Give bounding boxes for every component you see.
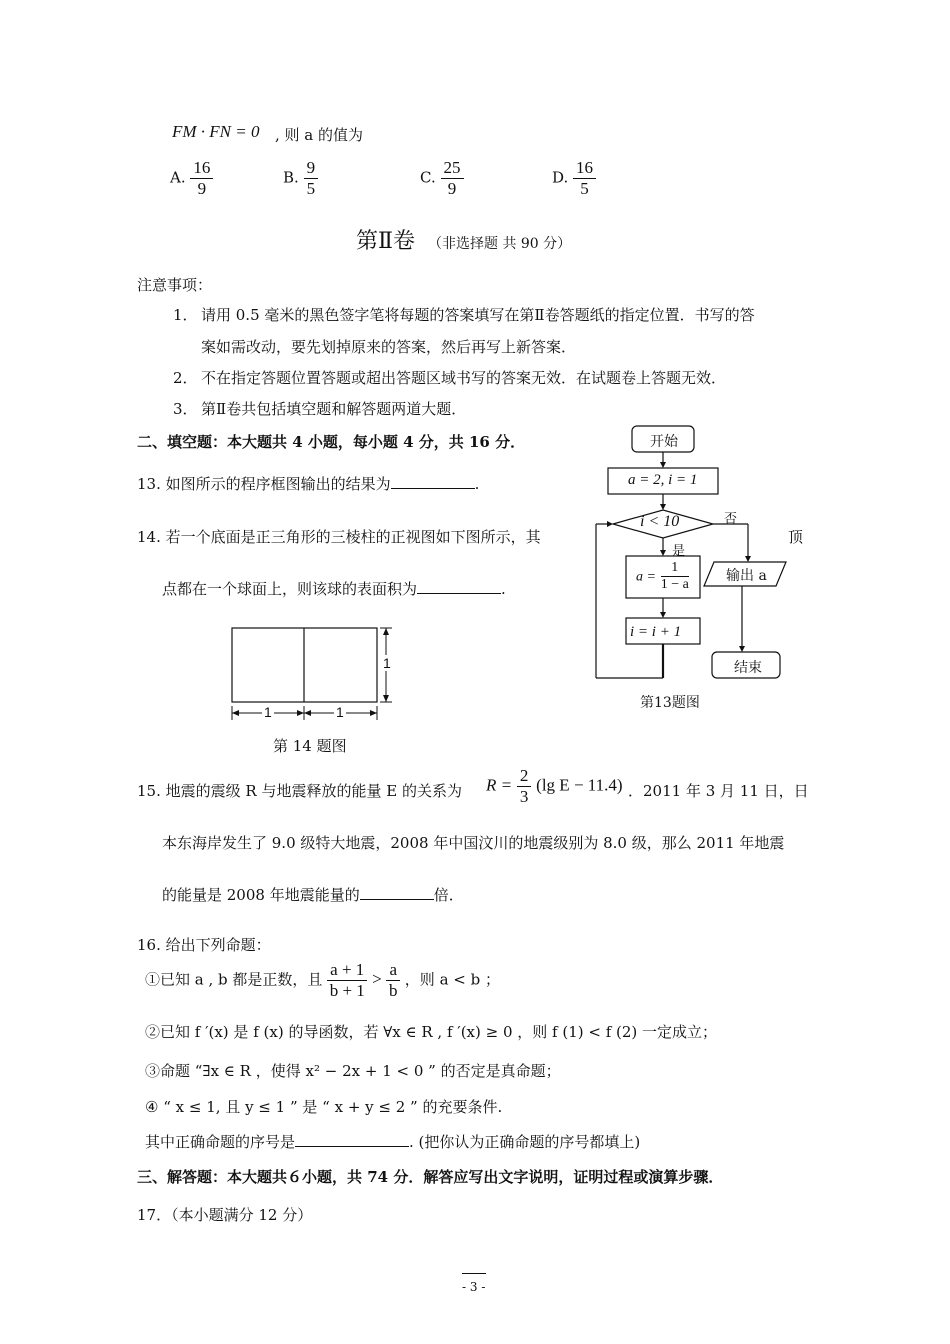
- question-14-line1-tail: 顶: [788, 528, 804, 546]
- question-16-header: 16. 给出下列命题：: [137, 936, 271, 954]
- arrow-up-icon: [383, 628, 389, 635]
- formula-rhs: (lg E − 11.4): [536, 775, 623, 795]
- arrow-right-icon: [297, 710, 304, 716]
- answer-blank: [417, 579, 501, 594]
- flow-yes-label: 是: [672, 544, 686, 559]
- note-3-line1: 第Ⅱ卷共包括填空题和解答题两道大题．: [201, 400, 467, 418]
- flow-condition-label: i < 10: [640, 513, 680, 530]
- option-label: A.: [170, 168, 186, 187]
- section-title: 第Ⅱ卷: [356, 229, 415, 254]
- flow-no-label: 否: [724, 512, 738, 527]
- answer-blank: [391, 474, 475, 489]
- assign-lhs: a =: [636, 569, 656, 585]
- flow-start-label: 开始: [650, 434, 678, 450]
- question-15-text-end: 倍．: [433, 886, 464, 904]
- arrow-left-icon: [232, 710, 239, 716]
- arrow-left-icon: [304, 710, 311, 716]
- arrow-down-icon: [660, 550, 666, 556]
- note-2-line1: 不在指定答题位置答题或超出答题区域书写的答案无效．在试题卷上答题无效．: [201, 369, 727, 387]
- fill-in-header: 二、填空题：本大题共 4 小题，每小题 4 分，共 16 分．: [137, 433, 526, 451]
- proposition-1-fraction-left: $\frac{a + 1}{b + 1}$: [327, 960, 367, 1001]
- option-fraction: $\frac{9}{5}$: [304, 158, 319, 199]
- flowchart-caption: 第13题图: [640, 695, 700, 711]
- footer-rule: [462, 1273, 486, 1274]
- q14-figure-caption: 第 14 题图: [273, 737, 347, 755]
- q14-front-view-figure: [222, 620, 402, 724]
- flow-end-label: 结束: [734, 660, 762, 676]
- figure-left-width-label: 1: [264, 704, 272, 720]
- section-subtitle: （非选择题 共 90 分）: [428, 236, 572, 252]
- option-b: [283, 158, 318, 199]
- arrow-down-icon: [660, 504, 666, 510]
- note-2-num: 2．: [173, 369, 198, 387]
- proposition-1-text: ①已知 a , b 都是正数，且: [145, 970, 323, 989]
- note-1-num: 1．: [173, 306, 198, 324]
- figure-height-label: 1: [383, 655, 391, 671]
- option-label: C.: [420, 168, 436, 187]
- arrow-right-icon: [370, 710, 377, 716]
- note-3-num: 3．: [173, 400, 198, 418]
- question-14-line2: 点都在一个球面上，则该球的表面积为 .: [162, 580, 506, 598]
- question-15-line1-a: 15. 地震的震级 R 与地震释放的能量 E 的关系为: [137, 782, 462, 800]
- question-14-text: 点都在一个球面上，则该球的表面积为: [162, 580, 418, 598]
- answer-blank: [360, 885, 434, 900]
- prev-question-stem-text: , 则 a 的值为: [275, 126, 364, 144]
- option-label: D.: [552, 168, 569, 187]
- answer-suffix: . (把你认为正确命题的序号都填上): [409, 1133, 641, 1151]
- greater-than: >: [372, 969, 382, 989]
- option-a: [170, 158, 213, 199]
- formula-fraction: $\frac{2}{3}$: [517, 766, 532, 807]
- question-14-line1: 14. 若一个底面是正三角形的三棱柱的正视图如下图所示，其: [137, 528, 541, 546]
- formula-lhs: R =: [486, 775, 513, 795]
- assign-fraction: $\frac{1}{1 - a}$: [660, 560, 689, 592]
- prev-question-stem-math: FM · FN = 0: [172, 122, 260, 141]
- option-fraction: $\frac{16}{5}$: [573, 158, 596, 199]
- arrow-down-icon: [739, 646, 745, 652]
- flow-assign-label: [636, 560, 689, 593]
- arrow-down-icon: [745, 556, 751, 562]
- notes-header: 注意事项：: [137, 276, 213, 294]
- question-13-text: 13. 如图所示的程序框图输出的结果为: [137, 475, 391, 493]
- flow-output-label: 输出 a: [726, 568, 767, 584]
- page-number: - 3 -: [462, 1280, 486, 1294]
- arrow-down-icon: [383, 695, 389, 702]
- figure-right-width-label: 1: [336, 704, 344, 720]
- proposition-1: [145, 960, 500, 1001]
- option-d: [552, 158, 596, 199]
- proposition-2: ②已知 f ′(x) 是 f (x) 的导函数，若 ∀x ∈ R , f ′(x) ≥ 0 ，则 f (1) < f (2) 一定成立；: [145, 1023, 718, 1041]
- flow-increment-label: i = i + 1: [630, 624, 682, 640]
- question-16-answer-line: [145, 1131, 640, 1152]
- answer-prefix: 其中正确命题的序号是: [145, 1133, 296, 1151]
- question-15-formula: [486, 766, 623, 807]
- question-15-text: 的能量是 2008 年地震能量的: [162, 886, 360, 904]
- question-15-line2: 本东海岸发生了 9.0 级特大地震，2008 年中国汶川的地震级别为 8.0 级，那么 2011 年地震: [162, 834, 785, 852]
- option-fraction: $\frac{25}{9}$: [441, 158, 464, 199]
- answer-blank: [295, 1132, 409, 1147]
- proposition-4: ④ “ x ≤ 1, 且 y ≤ 1 ” 是 “ x + y ≤ 2 ” 的充要条件.: [145, 1098, 503, 1116]
- proposition-1-fraction-right: $\frac{a}{b}$: [386, 960, 400, 1001]
- question-15-line3: [162, 884, 464, 905]
- question-15-line1-b: ．2011 年 3 月 11 日，日: [628, 782, 809, 800]
- note-1-line1: 请用 0.5 毫米的黑色签字笔将每题的答案填写在第Ⅱ卷答题纸的指定位置．书写的答: [201, 306, 755, 324]
- flow-init-label: a = 2, i = 1: [628, 472, 698, 488]
- solve-header: 三、解答题：本大题共６小题，共 74 分．解答应写出文字说明，证明过程或演算步骤．: [137, 1168, 724, 1186]
- option-c: [420, 158, 464, 199]
- arrow-down-icon: [660, 612, 666, 618]
- proposition-3: ③命题 “∃x ∈ R ，使得 x² − 2x + 1 < 0 ” 的否定是真命题；: [145, 1062, 561, 1080]
- note-1-line2: 案如需改动，要先划掉原来的答案，然后再写上新答案．: [201, 338, 577, 356]
- arrow-right-icon: [607, 521, 613, 527]
- question-17: 17．（本小题满分 12 分）: [137, 1206, 313, 1224]
- proposition-1-text-end: ，则 a < b ；: [404, 970, 500, 989]
- arrow-down-icon: [660, 462, 666, 468]
- option-fraction: $\frac{16}{9}$: [190, 158, 213, 199]
- option-label: B.: [283, 168, 299, 187]
- question-13: 13. 如图所示的程序框图输出的结果为 .: [137, 475, 480, 493]
